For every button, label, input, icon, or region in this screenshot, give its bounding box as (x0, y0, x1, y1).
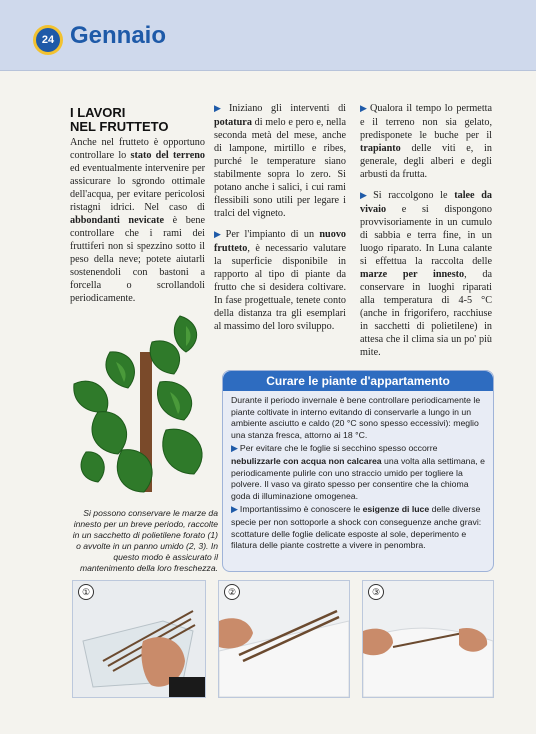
figure-caption: Si possono conservare le marze da innesto per un breve periodo, raccolte in un sacchetto di polietilene forato (1) o avvolte in un panno umido (2, 3). In questo modo è assicurato il mantenimento della loro freschezza. (72, 508, 218, 573)
box-text (231, 395, 486, 554)
section-title-line1: I LAVORI (70, 105, 126, 120)
box-paragraph-3: ▶ Importantissimo è conoscere le esigenze di luce delle diverse specie per non sottoporle a shock con conseguenze anche gravi: scottature delle foglie delicate esposte al sole, deperimento e filatura delle piante costrette a vivere in penombra. (231, 504, 482, 551)
bullet-arrow-icon: ▶ (231, 444, 238, 455)
box-paragraph-2: ▶ Per evitare che le foglie si secchino spesso occorre nebulizzarle con acqua non calcarea una volta alla settimana, e periodicamente pulirle con uno straccio umido per togliere la polvere. Il vaso va girato spesso per consentire che la chioma goda di illuminazione omogenea. (231, 443, 485, 501)
box-paragraph-1: Durante il periodo invernale è bene controllare periodicamente le piante coltivate in interno evitando di conservarle a lungo in un ambiente asciutto e caldo (20 °C sono spesso eccessivi): meglio una stanza fresca, attorno ai 18 °C. (231, 395, 481, 440)
box-title: Curare le piante d'appartamento (223, 371, 493, 391)
photo-3 (362, 580, 494, 698)
bullet-arrow-icon: ▶ (231, 505, 238, 516)
col2-paragraph-2: ▶ Per l'impianto di un nuovo frutteto, è necessario valutare la superficie disponibile in rapporto al tipo di piante da frutto che si desidera coltivare. In fase progettuale, tenete conto della distanza tra gli esemplari al massimo del loro sviluppo. (214, 229, 347, 332)
col1-paragraph: Anche nel frutteto è opportuno controllare lo stato del terreno ed eventualmente intervenire per assicurare lo sgrondo ottimale dell'acqua, per evitare pericolosi ristagni idrici. Nel caso di abbondanti nevicate è bene controllare che i rami dei fruttiferi non si spezzino sotto il peso della neve; potete aiutarli sostenendoli con bastoni a forcella o scrollandoli periodicamente. (70, 137, 205, 304)
col3-paragraph-1: ▶ Qualora il tempo lo permetta e il terreno non sia gelato, predisponete le buche per il trapianto delle viti e, in generale, degli alberi e degli arbusti da frutta. (360, 103, 492, 180)
bullet-arrow-icon: ▶ (214, 104, 228, 114)
column-1 (70, 136, 205, 313)
bullet-arrow-icon: ▶ (360, 104, 368, 114)
photo-number-1: ① (78, 584, 94, 600)
section-title (70, 106, 168, 134)
bullet-arrow-icon: ▶ (214, 230, 224, 240)
col2-paragraph-1: ▶ Iniziano gli interventi di potatura di melo e pero e, nella seconda metà del mese, anche di lampone, mirtillo e ribes, purché le temperature siano stabilmente sopra lo zero. Si potano anche i salici, i cui rami flessibili sono utili per legare i tralci del vigneto. (214, 103, 346, 219)
bullet-arrow-icon: ▶ (360, 191, 372, 201)
photo-number-3: ③ (368, 584, 384, 600)
column-2 (214, 102, 346, 341)
page-number-badge: 24 (36, 28, 60, 52)
photo-1 (72, 580, 206, 698)
page-header (0, 0, 536, 71)
month-title: Gennaio (70, 22, 167, 49)
photo-2 (218, 580, 350, 698)
photo-number-2: ② (224, 584, 240, 600)
houseplant-image (70, 312, 218, 500)
col3-paragraph-2: ▶ Si raccolgono le talee da vivaio e si dispongono provvisoriamente in un cumulo di sabbia e terra fine, in un luogo riparato. In Luna calante si effettua la raccolta delle marze per innesto, da conservare in luoghi riparati alla temperatura di 4-5 °C (anche in frigorifero, racchiuse in sacchetti di polietilene) in attesa che il clima sia un po' più mite. (360, 190, 493, 358)
section-title-line2: NEL FRUTTETO (70, 119, 169, 134)
column-3 (360, 102, 492, 367)
houseplant-care-box (222, 370, 494, 572)
